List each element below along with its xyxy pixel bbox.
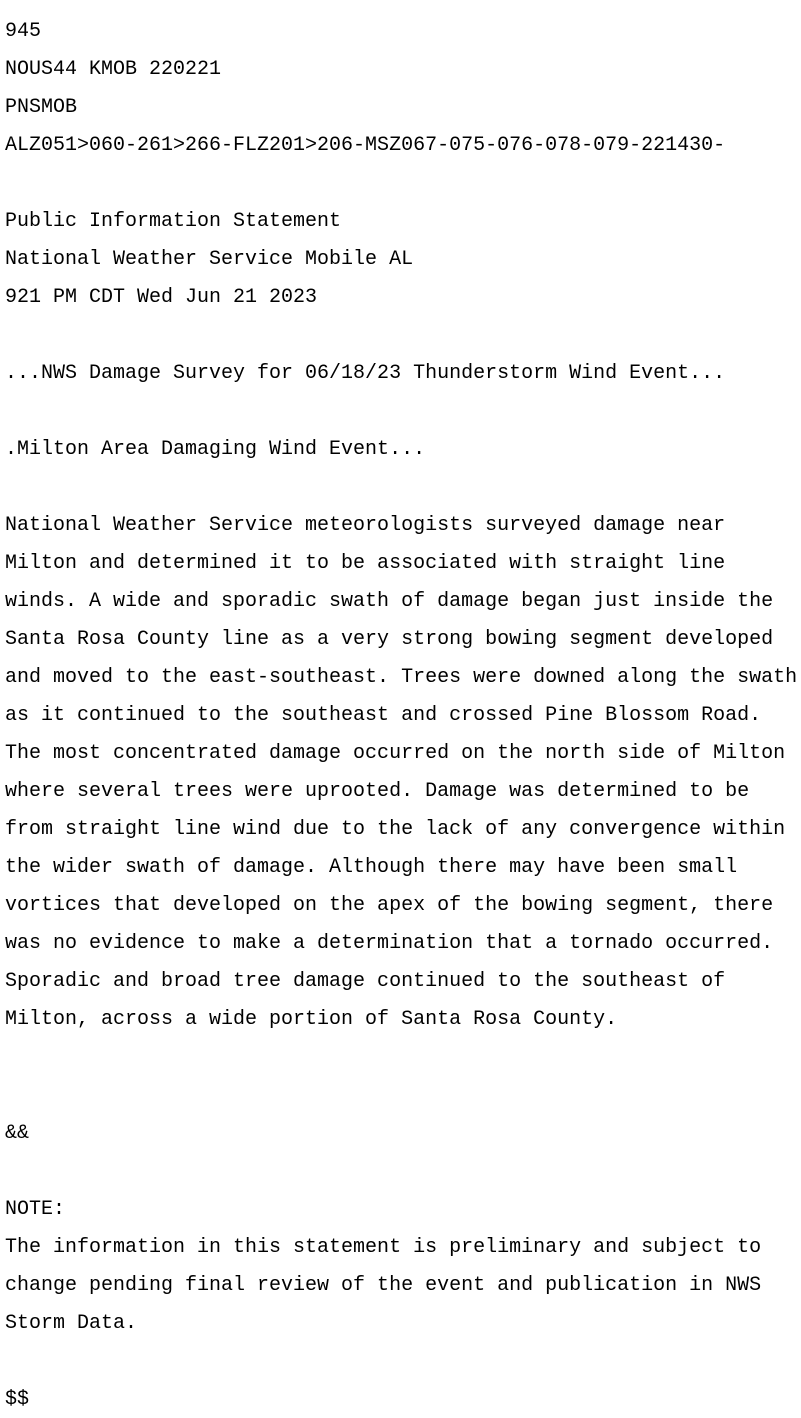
awips-id: PNSMOB bbox=[5, 96, 78, 119]
section-separator: && bbox=[5, 1122, 30, 1145]
body-line: the wider swath of damage. Although there may have been small bbox=[5, 856, 738, 879]
end-marker: $$ bbox=[5, 1388, 30, 1411]
body-line: from straight line wind due to the lack of any convergence within bbox=[5, 818, 786, 841]
note-line: change pending final review of the event and publication in NWS bbox=[5, 1274, 762, 1297]
blank-line bbox=[5, 1162, 801, 1181]
product-title: Public Information Statement bbox=[5, 210, 342, 233]
note-line: The information in this statement is preliminary and subject to bbox=[5, 1236, 762, 1259]
body-line: where several trees were uprooted. Damage was determined to be bbox=[5, 780, 750, 803]
wmo-header: NOUS44 KMOB 220221 bbox=[5, 58, 222, 81]
blank-line bbox=[5, 326, 801, 345]
body-line: Santa Rosa County line as a very strong bowing segment developed bbox=[5, 628, 774, 651]
body-line: as it continued to the southeast and crossed Pine Blossom Road. bbox=[5, 704, 762, 727]
headline: ...NWS Damage Survey for 06/18/23 Thunderstorm Wind Event... bbox=[5, 362, 726, 385]
body-line: National Weather Service meteorologists surveyed damage near bbox=[5, 514, 726, 537]
issuance-time: 921 PM CDT Wed Jun 21 2023 bbox=[5, 286, 318, 309]
body-line: vortices that developed on the apex of the bowing segment, there bbox=[5, 894, 774, 917]
body-line: Sporadic and broad tree damage continued to the southeast of bbox=[5, 970, 726, 993]
blank-line bbox=[5, 174, 801, 193]
event-title: .Milton Area Damaging Wind Event... bbox=[5, 438, 426, 461]
note-line: Storm Data. bbox=[5, 1312, 138, 1335]
body-line: and moved to the east-southeast. Trees were downed along the swath bbox=[5, 666, 798, 689]
product-sequence: 945 bbox=[5, 20, 42, 43]
blank-line bbox=[5, 1048, 801, 1067]
body-line: Milton and determined it to be associated with straight line bbox=[5, 552, 726, 575]
ugc-zone-line: ALZ051>060-261>266-FLZ201>206-MSZ067-075-076-078-079-221430- bbox=[5, 134, 726, 157]
blank-line bbox=[5, 1086, 801, 1105]
note-label: NOTE: bbox=[5, 1198, 66, 1221]
body-line: The most concentrated damage occurred on the north side of Milton bbox=[5, 742, 786, 765]
blank-line bbox=[5, 402, 801, 421]
issuing-office: National Weather Service Mobile AL bbox=[5, 248, 414, 271]
body-line: was no evidence to make a determination that a tornado occurred. bbox=[5, 932, 774, 955]
body-line: winds. A wide and sporadic swath of damage began just inside the bbox=[5, 590, 774, 613]
body-line: Milton, across a wide portion of Santa Rosa County. bbox=[5, 1008, 618, 1031]
blank-line bbox=[5, 478, 801, 497]
blank-line bbox=[5, 1352, 801, 1371]
